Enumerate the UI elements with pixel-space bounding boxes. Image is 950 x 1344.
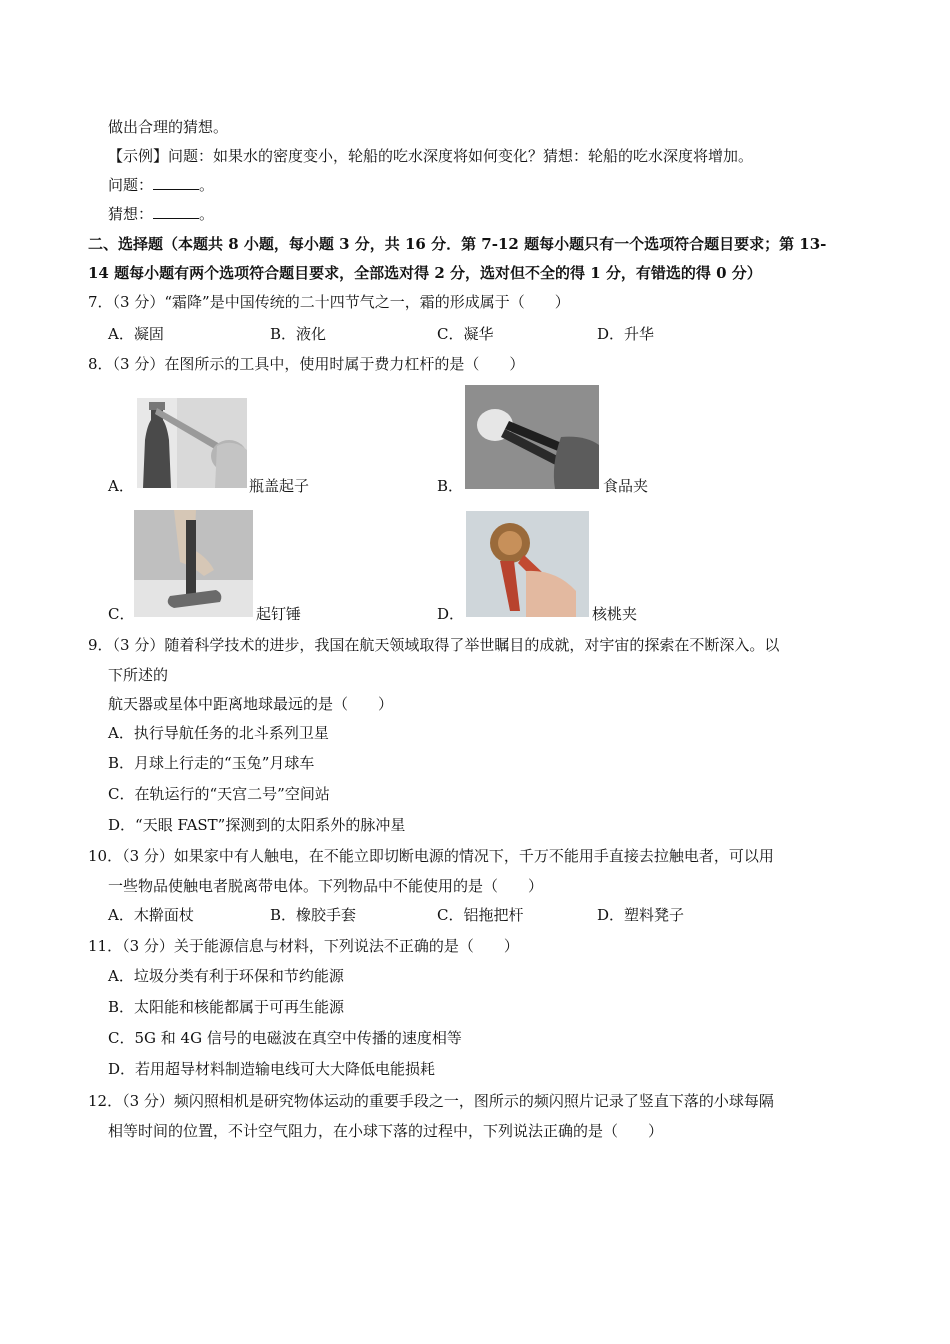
q9-option-c[interactable]: C．在轨运行的“天宫二号”空间站 [108, 785, 330, 803]
walnut-cracker-photo [466, 511, 589, 617]
q8-option-a-caption: 瓶盖起子 [249, 477, 310, 495]
bottle-opener-photo [137, 398, 247, 488]
walnut-cracker-image [466, 511, 589, 617]
intro-line: 做出合理的猜想。 [108, 118, 229, 136]
q10-stem-line-2: 一些物品使触电者脱离带电体。下列物品中不能使用的是（ ） [108, 877, 544, 895]
q10-option-a[interactable]: A．木擀面杖 [108, 906, 194, 924]
q7-option-b[interactable]: B．液化 [270, 325, 327, 343]
q11-option-b[interactable]: B．太阳能和核能都属于可再生能源 [108, 998, 345, 1016]
q10-option-b[interactable]: B．橡胶手套 [270, 906, 357, 924]
q8-option-b-caption: 食品夹 [603, 477, 649, 495]
q9-stem-line-1: 9．（3 分）随着科学技术的进步，我国在航天领域取得了举世瞩目的成就，对宇宙的探索在不断深入。以 [88, 636, 780, 654]
q10-option-d[interactable]: D．塑料凳子 [597, 906, 685, 924]
q12-stem-line-1: 12．（3 分）频闪照相机是研究物体运动的重要手段之一，图所示的频闪照片记录了竖直下落的小球每隔 [88, 1092, 774, 1110]
food-tongs-image [465, 385, 599, 489]
q11-option-a[interactable]: A．垃圾分类有利于环保和节约能源 [108, 967, 344, 985]
section-heading-line-1: 二、选择题（本题共 8 小题，每小题 3 分，共 16 分．第 7-12 题每小题只有一个选项符合题目要求；第 13- [88, 235, 827, 253]
question-blank[interactable] [153, 175, 199, 190]
q7-option-a[interactable]: A．凝固 [108, 325, 164, 343]
q11-option-c[interactable]: C．5G 和 4G 信号的电磁波在真空中传播的速度相等 [108, 1029, 462, 1047]
claw-hammer-photo [134, 510, 253, 617]
q8-option-d-caption: 核桃夹 [592, 605, 638, 623]
question-answer-line [108, 175, 214, 195]
q11-option-d[interactable]: D．若用超导材料制造输电线可大大降低电能损耗 [108, 1060, 436, 1078]
example-tag: 【示例】 [108, 147, 169, 165]
question-label: 问题： [108, 176, 154, 194]
q8-option-d-letter[interactable]: D． [437, 605, 465, 623]
q9-option-a[interactable]: A．执行导航任务的北斗系列卫星 [108, 724, 329, 742]
q9-option-b[interactable]: B．月球上行走的“玉兔”月球车 [108, 754, 315, 772]
q9-stem-line-2: 下所述的 [108, 666, 169, 684]
q8-option-c-caption: 起钉锤 [256, 605, 302, 623]
example-line [108, 146, 753, 166]
guess-answer-line [108, 204, 214, 224]
q10-stem-line-1: 10．（3 分）如果家中有人触电，在不能立即切断电源的情况下，千万不能用手直接去拉触电者，可以用 [88, 847, 774, 865]
example-text: 问题：如果水的密度变小，轮船的吃水深度将如何变化？猜想：轮船的吃水深度将增加。 [168, 147, 754, 165]
q9-stem-line-3: 航天器或星体中距离地球最远的是（ ） [108, 695, 394, 713]
q7-option-d[interactable]: D．升华 [597, 325, 655, 343]
q8-option-a-letter[interactable]: A． [108, 477, 134, 495]
q7-stem: 7．（3 分）“霜降”是中国传统的二十四节气之一，霜的形成属于（ ） [88, 293, 570, 311]
section-heading-line-2: 14 题每小题有两个选项符合题目要求，全部选对得 2 分，选对但不全的得 1 分，有错选的得 0 分） [88, 264, 762, 282]
q10-option-c[interactable]: C．铝拖把杆 [437, 906, 524, 924]
food-tongs-photo [465, 385, 599, 489]
end-mark: 。 [199, 205, 215, 223]
q8-option-c-letter[interactable]: C． [108, 605, 135, 623]
q8-stem: 8．（3 分）在图所示的工具中，使用时属于费力杠杆的是（ ） [88, 355, 525, 373]
q7-option-c[interactable]: C．凝华 [437, 325, 494, 343]
bottle-opener-image [137, 398, 247, 488]
end-mark: 。 [199, 176, 215, 194]
q8-option-b-letter[interactable]: B． [437, 477, 464, 495]
q9-option-d[interactable]: D．“天眼 FAST”探测到的太阳系外的脉冲星 [108, 816, 406, 834]
q11-stem: 11．（3 分）关于能源信息与材料，下列说法不正确的是（ ） [88, 937, 519, 955]
guess-blank[interactable] [153, 204, 199, 219]
claw-hammer-image [134, 510, 253, 617]
q12-stem-line-2: 相等时间的位置，不计空气阻力，在小球下落的过程中，下列说法正确的是（ ） [108, 1122, 664, 1140]
guess-label: 猜想： [108, 205, 154, 223]
